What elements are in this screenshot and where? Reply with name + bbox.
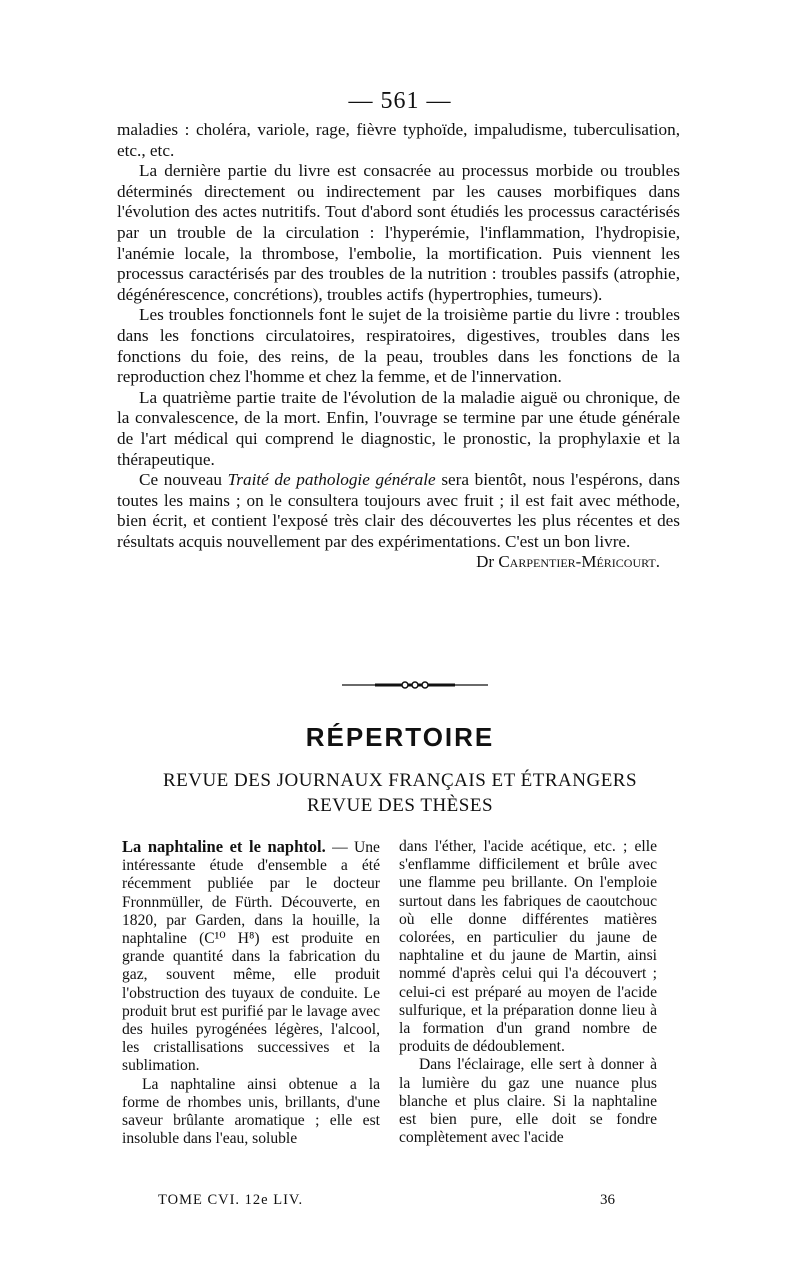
book-title-italic: Traité de pathologie générale [227, 470, 436, 490]
author-signature: Dr Carpentier-Méricourt. [476, 552, 660, 572]
page-number: — 561 — [348, 88, 452, 114]
review-paragraph: La quatrième partie traite de l'évolution de la maladie aiguë ou chronique, de la convalescence, de la mort. Enfin, l'ouvrage se termine par une étude générale de l'art médical qui comprend le diagnostic, le pronostic, la prophylaxie et la thérapeutique. [117, 387, 680, 469]
right-column-text [399, 838, 657, 1147]
divider-ornament [340, 680, 490, 690]
article-title: La naphtaline et le naphtol. [122, 837, 326, 856]
article-paragraph: — Une intéressante étude d'ensemble a été récemment publiée par le docteur Fronnmüller, de Fürth. Découverte, en 1820, par Garden, dans la houille, la naphtaline (C¹⁰ H⁸) est produite en grande quantité dans la fabrication du gaz, souvent même, elle produit l'obstruction des tuyaux de conduite. Le produit brut est purifié par le lavage avec des huiles pyrogénées légères, l'alcool, les cristallisations successives et la sublimation. [122, 839, 380, 1075]
review-paragraph: La dernière partie du livre est consacrée au processus morbide ou troubles déterminés directement ou indirectement par les causes morbifiques dans l'évolution des actes nutritifs. Tout d'abord sont étudiés les processus caractérisés par un trouble de la circulation : l'hyperémie, l'inflammation, l'hydropisie, l'anémie locale, la thrombose, l'embolie, la mortification. Puis viennent les processus caractérisés par des troubles de la nutrition : troubles passifs (atrophie, dégénérescence, concrétions), troubles actifs (hypertrophies, tumeurs). [117, 161, 680, 304]
left-column [122, 838, 380, 1148]
article-paragraph: La naphtaline ainsi obtenue a la forme de rhombes unis, brillants, d'une saveur brûlante aromatique ; elle est insoluble dans l'eau, soluble [122, 1075, 380, 1148]
review-paragraph: maladies : choléra, variole, rage, fièvre typhoïde, impaludisme, tuberculisation, etc., etc. [117, 120, 680, 160]
section-subtitle-journals: REVUE DES JOURNAUX FRANÇAIS ET ÉTRANGERS [162, 770, 638, 791]
left-column-text [122, 839, 380, 1074]
article-paragraph: dans l'éther, l'acide acétique, etc. ; elle s'enflamme difficilement et brûle avec une flamme peu brillante. On l'emploie surtout dans les fabriques de caoutchouc où elle donne différentes matières colorées, en particulier du jaune de naphtaline et du jaune de Martin, ainsi nommé d'après celui qui l'a découvert ; celui-ci est préparé au moyen de l'acide sulfurique, et la préparation donne lieu à la formation d'un grand nombre de produits de dédoublement. [399, 838, 657, 1056]
review-text [117, 120, 680, 573]
section-title: RÉPERTOIRE [305, 722, 495, 752]
review-paragraph: Les troubles fonctionnels font le sujet de la troisième partie du livre : troubles dans les fonctions circulatoires, respiratoires, digestives, troubles dans les fonctions du foie, des reins, de la peau, troubles dans les fonctions de la reproduction chez l'homme et chez la femme, et de l'innervation. [117, 305, 680, 387]
section-subtitle-theses: REVUE DES THÈSES [306, 795, 494, 816]
review-closing-paragraph: Ce nouveau Traité de pathologie générale sera bientôt, nous l'espérons, dans toutes les mains ; on le consultera toujours avec fruit ; il est fait avec méthode, bien écrit, et contient l'exposé très clair des découvertes les plus récentes et des résultats acquis nouvellement par des expérimentations. C'est un bon livre. [117, 470, 680, 551]
footer-volume: TOME CVI. 12e LIV. [158, 1192, 304, 1208]
right-column [399, 838, 657, 1147]
footer-signature-number: 36 [600, 1192, 615, 1208]
review-paragraphs [117, 120, 680, 470]
article-paragraph: Dans l'éclairage, elle sert à donner à la lumière du gaz une nuance plus blanche et plus claire. Si la naphtaline est bien pure, elle doit se fondre complètement avec l'acide [399, 1056, 657, 1147]
